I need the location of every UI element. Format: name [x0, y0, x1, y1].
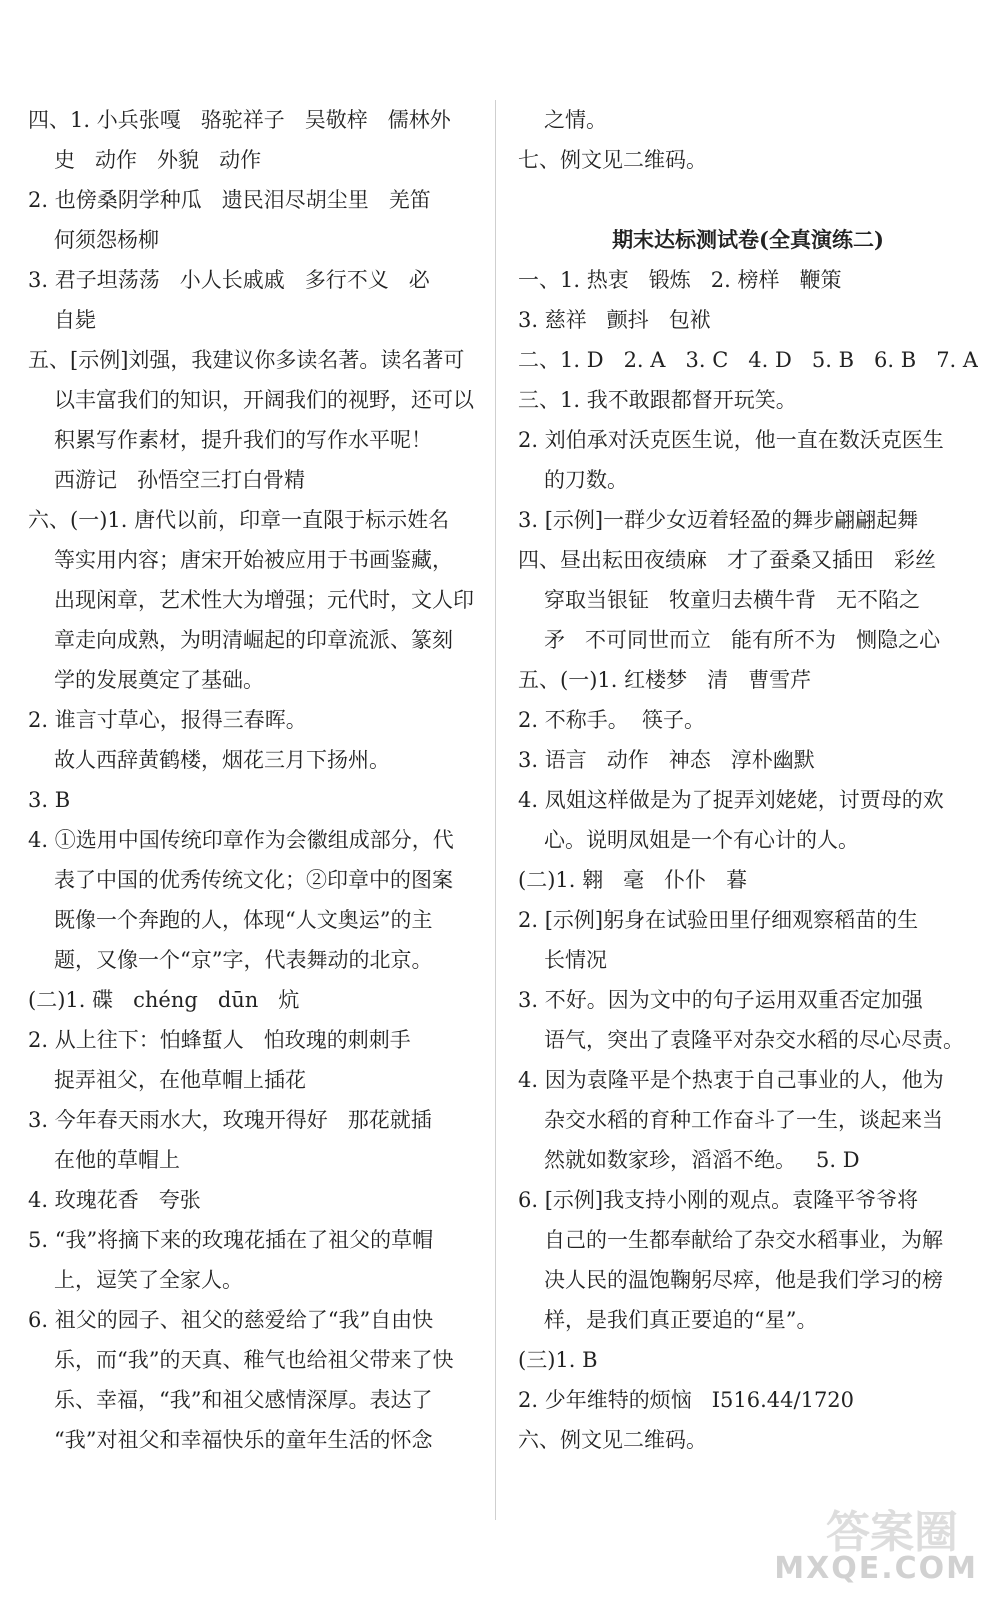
answer-line: 矛 不可同世而立 能有所不为 恻隐之心: [544, 628, 941, 652]
answer-line: 捉弄祖父，在他草帽上插花: [54, 1068, 306, 1092]
right-column: [518, 100, 978, 1460]
answer-line: 何须怨杨柳: [54, 228, 159, 252]
answer-line: 章走向成熟，为明清崛起的印章流派、篆刻: [54, 628, 453, 652]
answer-line: (二)1. 翱 毫 仆仆 暮: [518, 868, 748, 892]
answer-line: 在他的草帽上: [54, 1148, 180, 1172]
answer-line: 2. 刘伯承对沃克医生说，他一直在数沃克医生: [518, 428, 944, 452]
answer-line: 表了中国的优秀传统文化；②印章中的图案: [54, 868, 453, 892]
answer-line: 等实用内容；唐宋开始被应用于书画鉴藏，: [54, 548, 453, 572]
answer-line: 的刀数。: [544, 468, 628, 492]
answer-line: 3. B: [28, 788, 71, 812]
answer-line: 样，是我们真正要追的“星”。: [544, 1308, 818, 1332]
answer-line: 题，又像一个“京”字，代表舞动的北京。: [54, 948, 433, 972]
answer-line: 出现闲章，艺术性大为增强；元代时，文人印: [54, 588, 474, 612]
answer-line: 六、例文见二维码。: [518, 1428, 707, 1452]
answer-line: 长情况: [544, 948, 607, 972]
answer-line: 三、1. 我不敢跟都督开玩笑。: [518, 388, 797, 412]
answer-line: [518, 180, 978, 220]
answer-line: (二)1. 碟 chéng dūn 炕: [28, 988, 300, 1012]
answer-line: 心。说明凤姐是一个有心计的人。: [544, 828, 859, 852]
answer-line: 乐，而“我”的天真、稚气也给祖父带来了快: [54, 1348, 454, 1372]
answer-line: 3. 今年春天雨水大，玫瑰开得好 那花就插: [28, 1108, 432, 1132]
answer-line: 学的发展奠定了基础。: [54, 668, 264, 692]
watermark-logo: 答案圈: [826, 1507, 958, 1558]
answer-line: 上，逗笑了全家人。: [54, 1268, 243, 1292]
answer-line: 西游记 孙悟空三打白骨精: [54, 468, 306, 492]
answer-line: 六、(一)1. 唐代以前，印章一直限于标示姓名: [28, 508, 450, 532]
answer-line: 2. 从上往下：怕蜂蜇人 怕玫瑰的刺刺手: [28, 1028, 411, 1052]
answer-line: 3. 慈祥 颤抖 包袱: [518, 308, 711, 332]
answer-line: 2. 也傍桑阴学种瓜 遗民泪尽胡尘里 羌笛: [28, 188, 431, 212]
answer-line: 自己的一生都奉献给了杂交水稻事业，为解: [544, 1228, 943, 1252]
answer-line: 3. 不好。因为文中的句子运用双重否定加强: [518, 988, 923, 1012]
answer-line: 然就如数家珍，滔滔不绝。 5. D: [544, 1148, 860, 1172]
answer-line: 之情。: [544, 108, 607, 132]
answer-line: 以丰富我们的知识，开阔我们的视野，还可以: [54, 388, 474, 412]
answer-line: 四、1. 小兵张嘎 骆驼祥子 吴敬梓 儒林外: [28, 108, 451, 132]
answer-line: 2. 不称手。 筷子。: [518, 708, 706, 732]
answer-line: 6. [示例]我支持小刚的观点。袁隆平爷爷将: [518, 1188, 919, 1212]
answer-line: 穿取当银钲 牧童归去横牛背 无不陷之: [544, 588, 921, 612]
answer-line: 既像一个奔跑的人，体现“人文奥运”的主: [54, 908, 433, 932]
answer-line: 4. ①选用中国传统印章作为会徽组成部分，代: [28, 828, 454, 852]
answer-line: 一、1. 热衷 锻炼 2. 榜样 鞭策: [518, 268, 842, 292]
left-column: [28, 100, 488, 1460]
watermark-text: MXQE.COM: [774, 1551, 978, 1586]
answer-line: 3. 君子坦荡荡 小人长戚戚 多行不义 必: [28, 268, 430, 292]
answer-line: 四、昼出耘田夜绩麻 才了蚕桑又插田 彩丝: [518, 548, 937, 572]
watermark: [728, 1496, 978, 1586]
section-title: 期末达标测试卷(全真演练二): [612, 227, 884, 252]
column-divider: [495, 100, 496, 1520]
answer-line: 4. 玫瑰花香 夸张: [28, 1188, 201, 1212]
answer-line: 3. [示例]一群少女迈着轻盈的舞步翩翩起舞: [518, 508, 919, 532]
answer-line: 4. 凤姐这样做是为了捉弄刘姥姥，讨贾母的欢: [518, 788, 944, 812]
answer-line: 五、(一)1. 红楼梦 清 曹雪芹: [518, 668, 812, 692]
answer-line: (三)1. B: [518, 1348, 598, 1372]
answer-line: 4. 因为袁隆平是个热衷于自己事业的人，他为: [518, 1068, 944, 1092]
answer-line: 6. 祖父的园子、祖父的慈爱给了“我”自由快: [28, 1308, 434, 1332]
answer-line: 故人西辞黄鹤楼，烟花三月下扬州。: [54, 748, 390, 772]
answer-line: 2. [示例]躬身在试验田里仔细观察稻苗的生: [518, 908, 919, 932]
answer-line: 自毙: [54, 308, 96, 332]
answer-line: 七、例文见二维码。: [518, 148, 707, 172]
answer-line: 语气，突出了袁隆平对杂交水稻的尽心尽责。: [544, 1028, 964, 1052]
answer-line: 5. “我”将摘下来的玫瑰花插在了祖父的草帽: [28, 1228, 434, 1252]
answer-line: 五、[示例]刘强，我建议你多读名著。读名著可: [28, 348, 465, 372]
answer-line: “我”对祖父和幸福快乐的童年生活的怀念: [54, 1428, 433, 1452]
answer-line: 史 动作 外貌 动作: [54, 148, 262, 172]
answer-line: 2. 谁言寸草心，报得三春晖。: [28, 708, 307, 732]
answer-line: 二、1. D 2. A 3. C 4. D 5. B 6. B 7. A: [518, 348, 978, 372]
answer-line: 积累写作素材，提升我们的写作水平呢！: [54, 428, 432, 452]
answer-line: 2. 少年维特的烦恼 I516.44/1720: [518, 1388, 855, 1412]
answer-line: 3. 语言 动作 神态 淳朴幽默: [518, 748, 815, 772]
answer-line: 杂交水稻的育种工作奋斗了一生，谈起来当: [544, 1108, 943, 1132]
answer-line: 乐、幸福，“我”和祖父感情深厚。表达了: [54, 1388, 433, 1412]
answer-line: 决人民的温饱鞠躬尽瘁，他是我们学习的榜: [544, 1268, 943, 1292]
